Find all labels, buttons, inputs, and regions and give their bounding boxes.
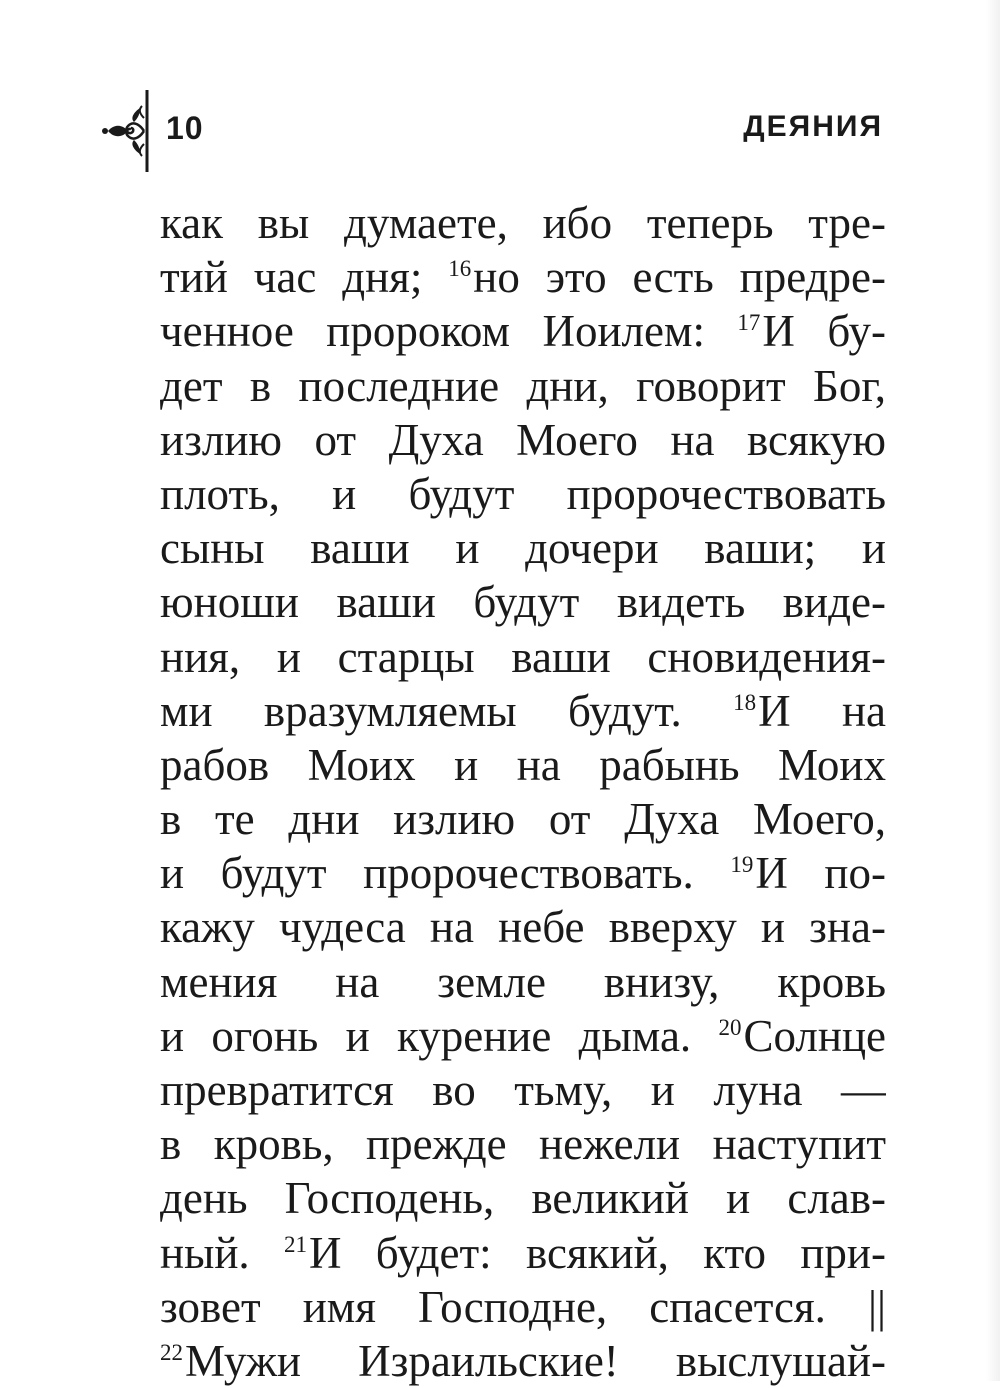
text-line: ния, и старцы ваши сновидения- bbox=[160, 631, 886, 682]
verse-number: 20 bbox=[718, 1014, 742, 1040]
text-line: в кровь, прежде нежели наступит bbox=[160, 1119, 886, 1170]
fleuron-ornament-icon bbox=[100, 88, 156, 174]
text-line: и будут пророчествовать. $^{19}$И по- bbox=[160, 848, 886, 899]
text-line: тий час дня; $^{16}$но это есть предре- bbox=[160, 252, 886, 303]
text-line: мения на земле внизу, кровь bbox=[160, 956, 886, 1007]
text-line: и огонь и курение дыма. $^{20}$Солнце bbox=[160, 1010, 886, 1061]
text-line: $^{22}$Мужи Израильские! выслушай- bbox=[160, 1335, 886, 1386]
text-line: ченное пророком Иоилем: $^{17}$И бу- bbox=[160, 306, 886, 357]
text-line: в те дни излию от Духа Моего, bbox=[160, 794, 886, 845]
running-head-title: ДЕЯНИЯ bbox=[743, 110, 883, 143]
text-line: плоть, и будут пророчествовать bbox=[160, 468, 886, 519]
text-line: зовет имя Господне, спасется. || bbox=[160, 1281, 886, 1332]
text-line: рабов Моих и на рабынь Моих bbox=[160, 739, 886, 790]
text-line: день Господень, великий и слав- bbox=[160, 1173, 886, 1224]
verse-number: 22 bbox=[160, 1339, 183, 1365]
body-text bbox=[160, 196, 886, 1388]
verse-number: 16 bbox=[448, 256, 472, 282]
verse-number: 19 bbox=[730, 852, 754, 878]
verse-number: 17 bbox=[737, 310, 761, 336]
page-header bbox=[0, 0, 1000, 190]
text-line: кажу чудеса на небе вверху и зна- bbox=[160, 902, 886, 953]
page-number: 10 bbox=[166, 110, 204, 146]
text-line: превратится во тьму, и луна — bbox=[160, 1065, 886, 1115]
page-edge-shadow bbox=[986, 0, 1000, 1381]
text-line: дет в последние дни, говорит Бог, bbox=[160, 360, 886, 411]
verse-number: 18 bbox=[733, 689, 757, 715]
text-line: юноши ваши будут видеть виде- bbox=[160, 577, 886, 628]
text-line: излию от Духа Моего на всякую bbox=[160, 414, 886, 465]
text-line: сыны ваши и дочери ваши; и bbox=[160, 523, 886, 574]
text-line: как вы думаете, ибо теперь тре- bbox=[160, 198, 886, 248]
verse-number: 21 bbox=[283, 1231, 307, 1257]
text-line: ный. $^{21}$И будет: всякий, кто при- bbox=[160, 1227, 886, 1278]
text-line: ми вразумляемы будут. $^{18}$И на bbox=[160, 685, 886, 736]
